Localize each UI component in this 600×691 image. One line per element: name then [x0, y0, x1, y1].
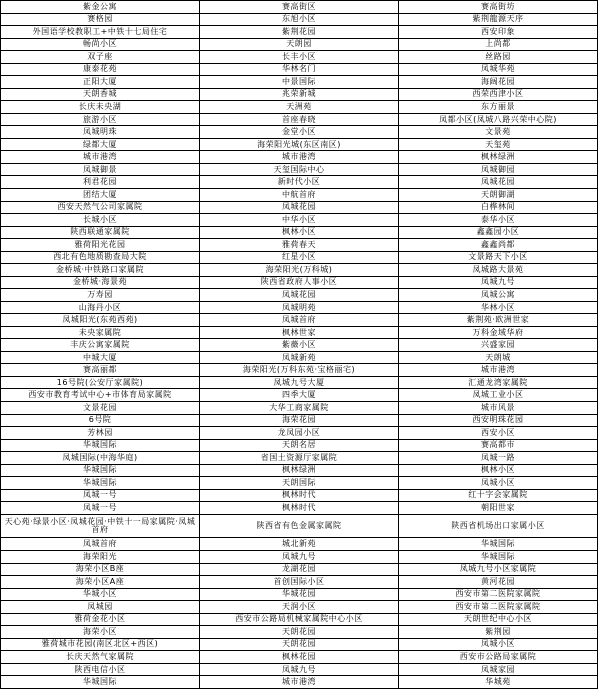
- table-row: [1, 326, 598, 339]
- table-row: [1, 538, 598, 551]
- table-row: [1, 301, 598, 314]
- table-row: [1, 588, 598, 601]
- table-cell: 天朗园: [200, 38, 399, 51]
- table-cell: 鑫鑫园小区: [399, 226, 598, 239]
- table-cell: 雅荷城市花园(南区北区+西区): [1, 638, 200, 651]
- table-cell: 凤城小区: [399, 638, 598, 651]
- table-cell: 双子座: [1, 51, 200, 64]
- table-cell: 枫林小区: [399, 464, 598, 477]
- table-row: [1, 550, 598, 563]
- table-cell: 西荣西津小区: [399, 88, 598, 101]
- table-cell: 枫林时代: [200, 489, 399, 502]
- table-cell: 长丰小区: [200, 51, 399, 64]
- table-cell: 西安印象: [399, 26, 598, 39]
- table-row: [1, 239, 598, 252]
- table-cell: 陕西省机场出口家属小区: [399, 514, 598, 538]
- table-row: [1, 376, 598, 389]
- table-cell: 海荣阳光(万科东苑·宝格丽宅): [200, 364, 399, 377]
- table-cell: 大华工商家属院: [200, 402, 399, 415]
- table-cell: 首创国际小区: [200, 576, 399, 589]
- table-cell: 紫金公寓: [1, 1, 200, 14]
- table-cell: 海阔花园: [399, 76, 598, 89]
- table-cell: 雅荷金花小区: [1, 613, 200, 626]
- table-cell: 城市风景: [399, 402, 598, 415]
- table-row: [1, 289, 598, 302]
- table-cell: 陕西省政府人事小区: [200, 276, 399, 289]
- table-cell: 凤城家园: [399, 663, 598, 676]
- table-cell: 枫林绿洲: [200, 464, 399, 477]
- table-cell: 长城小区: [1, 214, 200, 227]
- table-row: [1, 76, 598, 89]
- table-cell: 未央家属院: [1, 326, 200, 339]
- table-cell: 畅尚小区: [1, 38, 200, 51]
- table-cell: 西安小区: [399, 427, 598, 440]
- table-row: [1, 101, 598, 114]
- table-row: [1, 138, 598, 151]
- table-row: [1, 651, 598, 664]
- table-cell: 泰华小区: [399, 214, 598, 227]
- table-cell: 汇通龙湾家属院: [399, 376, 598, 389]
- table-cell: 赛高街区: [200, 1, 399, 14]
- table-row: [1, 477, 598, 490]
- table-row: [1, 13, 598, 26]
- table-cell: 紫荆花园: [200, 26, 399, 39]
- table-cell: 城市港湾: [200, 151, 399, 164]
- table-cell: 西安市教育考试中心+市体育局家属院: [1, 389, 200, 402]
- table-cell: 凤城御园: [399, 163, 598, 176]
- table-row: [1, 1, 598, 14]
- table-cell: 凤城花园: [200, 201, 399, 214]
- table-cell: 凤城新苑: [200, 351, 399, 364]
- table-row: [1, 163, 598, 176]
- table-row: [1, 439, 598, 452]
- table-cell: 天朗香城: [1, 88, 200, 101]
- table-cell: 红星小区: [200, 251, 399, 264]
- table-cell: 天朗花园: [200, 638, 399, 651]
- table-cell: 白桦林间: [399, 201, 598, 214]
- table-cell: 山海丹小区: [1, 301, 200, 314]
- table-cell: 华城国际: [1, 439, 200, 452]
- table-row: [1, 626, 598, 639]
- table-cell: 赛格园: [1, 13, 200, 26]
- table-cell: 文景路天下小区: [399, 251, 598, 264]
- table-cell: 省国土资源厅家属院: [200, 452, 399, 465]
- table-cell: 西安天然气公司家属院: [1, 201, 200, 214]
- table-cell: 天朗城: [399, 351, 598, 364]
- table-cell: 凤城花园: [200, 289, 399, 302]
- table-cell: 黄河花园: [399, 576, 598, 589]
- table-cell: 凤城华苑: [399, 63, 598, 76]
- table-cell: 西安市第二医院家属院: [399, 601, 598, 614]
- table-row: [1, 63, 598, 76]
- table-row: [1, 351, 598, 364]
- table-row: [1, 38, 598, 51]
- table-cell: 绿都大厦: [1, 138, 200, 151]
- table-row: [1, 676, 598, 689]
- table-row: [1, 276, 598, 289]
- table-cell: 雅荷阳光花园: [1, 239, 200, 252]
- table-cell: 凤城一号: [1, 489, 200, 502]
- table-cell: 天玺苑: [399, 138, 598, 151]
- table-row: [1, 51, 598, 64]
- table-row: [1, 427, 598, 440]
- table-cell: 凤都小区(凤城八路兴荣中心院): [399, 113, 598, 126]
- table-cell: 陕西联通家属院: [1, 226, 200, 239]
- table-cell: 西安明珠花园: [399, 414, 598, 427]
- table-cell: 海荣小区: [1, 626, 200, 639]
- table-row: [1, 151, 598, 164]
- table-row: [1, 514, 598, 538]
- table-cell: 红十字会家属院: [399, 489, 598, 502]
- table-cell: 海荣小区A座: [1, 576, 200, 589]
- table-cell: 龙湖花园: [200, 563, 399, 576]
- table-cell: 海荣花园: [200, 414, 399, 427]
- table-row: [1, 489, 598, 502]
- table-cell: 中城大厦: [1, 351, 200, 364]
- table-row: [1, 201, 598, 214]
- table-cell: 天朗名居: [200, 439, 399, 452]
- table-cell: 金堂小区: [200, 126, 399, 139]
- table-row: [1, 563, 598, 576]
- table-cell: 华城国际: [399, 550, 598, 563]
- table-cell: 城市港湾: [1, 151, 200, 164]
- table-cell: 华城花园: [200, 588, 399, 601]
- table-cell: 枫林小区: [200, 226, 399, 239]
- table-cell: 天朗花园: [200, 626, 399, 639]
- table-row: [1, 663, 598, 676]
- table-cell: 海荣阳光城(东区南区): [200, 138, 399, 151]
- table-cell: 海荣阳光(万科城): [200, 264, 399, 277]
- table-cell: 西北有色地质勘查局大院: [1, 251, 200, 264]
- table-cell: 华城苑: [399, 676, 598, 689]
- table-cell: 凤城路大景苑: [399, 264, 598, 277]
- table-cell: 凤城公寓: [399, 289, 598, 302]
- table-cell: 枫林时代: [200, 502, 399, 515]
- table-cell: 外国语学校教职工+中铁十七局住宅: [1, 26, 200, 39]
- table-cell: 凤城九号大厦: [200, 376, 399, 389]
- table-cell: 枫林花园: [200, 651, 399, 664]
- table-cell: 紫荆龍源天序: [399, 13, 598, 26]
- table-cell: 紫荆苑·欧洲世家: [399, 314, 598, 327]
- table-cell: 紫薇小区: [200, 339, 399, 352]
- table-row: [1, 364, 598, 377]
- table-cell: 华林名门: [200, 63, 399, 76]
- table-cell: 凤城九号: [200, 663, 399, 676]
- table-cell: 万寿园: [1, 289, 200, 302]
- table-cell: 旅游小区: [1, 113, 200, 126]
- table-cell: 天心苑·绿景小区·凤城花园·中铁十一局家属院·凤城首府: [1, 514, 200, 538]
- table-cell: 凤城首府: [200, 314, 399, 327]
- table-cell: 天玺国际中心: [200, 163, 399, 176]
- table-cell: 文景花园: [1, 402, 200, 415]
- table-cell: 凤城小区: [399, 477, 598, 490]
- table-cell: 天朗世纪中心小区: [399, 613, 598, 626]
- table-cell: 陕西电信小区: [1, 663, 200, 676]
- table-cell: 西安市公路局家属院: [399, 651, 598, 664]
- table-row: [1, 414, 598, 427]
- table-cell: 丝路园: [399, 51, 598, 64]
- table-row: [1, 339, 598, 352]
- table-cell: 华城小区: [1, 588, 200, 601]
- table-cell: 赛高丽都: [1, 364, 200, 377]
- table-cell: 中航首府: [200, 188, 399, 201]
- table-cell: 东方丽景: [399, 101, 598, 114]
- table-cell: 新时代小区: [200, 176, 399, 189]
- table-cell: 西安市第二医院家属院: [399, 588, 598, 601]
- table-cell: 6号院: [1, 414, 200, 427]
- table-row: [1, 502, 598, 515]
- table-cell: 凤城园: [1, 601, 200, 614]
- table-cell: 凤城九号小区家属院: [399, 563, 598, 576]
- table-cell: 凤城国际(中海华庭): [1, 452, 200, 465]
- table-cell: 城市港湾: [399, 364, 598, 377]
- table-cell: 天润小区: [200, 601, 399, 614]
- table-cell: 正阳大厦: [1, 76, 200, 89]
- table-cell: 城北新苑: [200, 538, 399, 551]
- table-cell: 华城国际: [1, 477, 200, 490]
- table-cell: 中景国际: [200, 76, 399, 89]
- table-row: [1, 264, 598, 277]
- table-cell: 凤城明苑: [200, 301, 399, 314]
- table-cell: 文景苑: [399, 126, 598, 139]
- table-cell: 朝阳世家: [399, 502, 598, 515]
- table-row: [1, 176, 598, 189]
- table-cell: 凤城首府: [1, 538, 200, 551]
- address-table-body: [1, 1, 598, 689]
- table-row: [1, 402, 598, 415]
- table-row: [1, 613, 598, 626]
- table-cell: 凤城花园: [399, 176, 598, 189]
- table-cell: 华城国际: [399, 538, 598, 551]
- table-cell: 凤城九号: [399, 276, 598, 289]
- table-cell: 凤城一路: [399, 452, 598, 465]
- table-row: [1, 464, 598, 477]
- table-row: [1, 452, 598, 465]
- table-cell: 金桥城·中铁路口家属院: [1, 264, 200, 277]
- table-cell: 凤城御景: [1, 163, 200, 176]
- table-row: [1, 226, 598, 239]
- table-cell: 上尚都: [399, 38, 598, 51]
- table-cell: 枫林绿洲: [399, 151, 598, 164]
- table-cell: 城市港湾: [200, 676, 399, 689]
- table-cell: 芳林园: [1, 427, 200, 440]
- table-cell: 丰庆公寓家属院: [1, 339, 200, 352]
- table-cell: 紫荆园: [399, 626, 598, 639]
- table-cell: 中华小区: [200, 214, 399, 227]
- table-cell: 兴盛家园: [399, 339, 598, 352]
- table-row: [1, 638, 598, 651]
- table-row: [1, 314, 598, 327]
- table-cell: 万科金域华府: [399, 326, 598, 339]
- table-cell: 陕西省有色金属家属院: [200, 514, 399, 538]
- table-cell: 利君花园: [1, 176, 200, 189]
- table-cell: 赛高街坊: [399, 1, 598, 14]
- table-row: [1, 251, 598, 264]
- table-cell: 天洲苑: [200, 101, 399, 114]
- table-cell: 首座春晓: [200, 113, 399, 126]
- table-row: [1, 601, 598, 614]
- table-row: [1, 389, 598, 402]
- table-cell: 四季大厦: [200, 389, 399, 402]
- table-cell: 凤城明珠: [1, 126, 200, 139]
- table-cell: 天朗御湖: [399, 188, 598, 201]
- table-cell: 东旭小区: [200, 13, 399, 26]
- table-cell: 兆荣新城: [200, 88, 399, 101]
- table-row: [1, 188, 598, 201]
- table-cell: 金桥城·海景苑: [1, 276, 200, 289]
- table-cell: 赛高都市: [399, 439, 598, 452]
- table-cell: 鑫鑫尚都: [399, 239, 598, 252]
- table-cell: 凤城阳光(东苑西苑): [1, 314, 200, 327]
- table-cell: 海荣阳光: [1, 550, 200, 563]
- table-cell: 雅荷春天: [200, 239, 399, 252]
- table-row: [1, 113, 598, 126]
- table-cell: 凤城一号: [1, 502, 200, 515]
- table-cell: 康泰花苑: [1, 63, 200, 76]
- table-cell: 16号院(公安厅家属院): [1, 376, 200, 389]
- table-row: [1, 214, 598, 227]
- table-cell: 长庆未央湖: [1, 101, 200, 114]
- table-cell: 枫林世家: [200, 326, 399, 339]
- table-cell: 华城国际: [1, 464, 200, 477]
- table-cell: 华城国际: [1, 676, 200, 689]
- table-cell: 长庆天然气家属院: [1, 651, 200, 664]
- table-cell: 凤城九号: [200, 550, 399, 563]
- table-cell: 龙凤园小区: [200, 427, 399, 440]
- table-cell: 海荣小区B座: [1, 563, 200, 576]
- table-cell: 团结大厦: [1, 188, 200, 201]
- table-row: [1, 88, 598, 101]
- table-cell: 天朗国际: [200, 477, 399, 490]
- table-cell: 华林小区: [399, 301, 598, 314]
- table-cell: 凤城工业小区: [399, 389, 598, 402]
- table-row: [1, 26, 598, 39]
- table-row: [1, 576, 598, 589]
- table-row: [1, 126, 598, 139]
- table-cell: 西安市公路局机械家属院中心小区: [200, 613, 399, 626]
